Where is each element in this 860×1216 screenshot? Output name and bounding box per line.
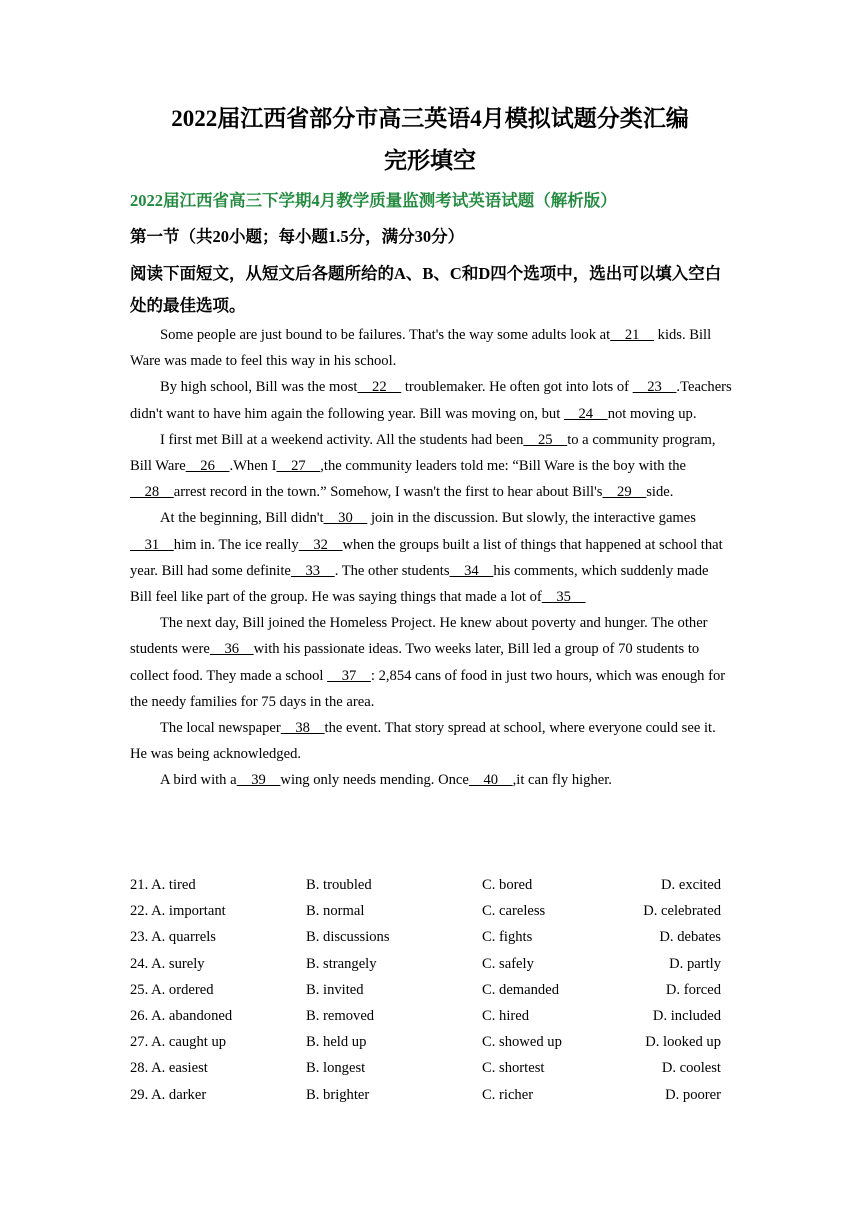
option-c: C. showed up (482, 1034, 562, 1051)
passage-paragraph-2 (130, 374, 732, 426)
passage-text: The next day, Bill joined the Homeless Project. He knew about poverty and hunger. The other students were (130, 615, 708, 658)
answer-options (130, 872, 735, 1108)
option-b: B. removed (306, 1007, 375, 1024)
cloze-passage (130, 322, 732, 794)
blank-38: 38 (280, 720, 325, 737)
passage-text: The local newspaper (160, 720, 281, 737)
option-a: 21. A. tired (130, 877, 196, 893)
option-c: C. bored (482, 877, 533, 893)
blank-30: 30 (323, 510, 368, 527)
option-c: C. demanded (482, 981, 560, 998)
option-d: D. poorer (665, 1086, 721, 1103)
option-b: B. invited (306, 981, 364, 998)
blank-22: 22 (357, 379, 402, 396)
option-c: C. shortest (482, 1060, 545, 1077)
option-row-26 (130, 1003, 735, 1029)
option-d: D. partly (669, 955, 721, 972)
option-row-28 (130, 1055, 735, 1081)
option-a: 25. A. ordered (130, 981, 214, 998)
option-c: C. richer (482, 1086, 534, 1103)
blank-33: 33 (290, 562, 335, 579)
option-b: B. troubled (306, 877, 372, 893)
option-c: C. safely (482, 955, 534, 972)
passage-paragraph-6 (130, 715, 732, 767)
passage-text: with his passionate ideas. Two weeks later, Bill led a group of 70 students to collect food. They made a school (130, 641, 700, 684)
passage-text: not moving up. (607, 405, 697, 422)
option-a: 29. A. darker (130, 1086, 207, 1103)
option-d: D. included (652, 1007, 721, 1024)
option-d: D. celebrated (643, 903, 721, 920)
blank-27: 27 (276, 458, 321, 475)
option-row-22 (130, 898, 735, 924)
passage-text: By high school, Bill was the most (160, 379, 358, 396)
passage-text: the event. That story spread at school, where everyone could see it. He was being acknowledged. (130, 720, 716, 763)
section-heading: 第一节（共20小题；每小题1.5分，满分30分） (130, 227, 465, 246)
option-a: 27. A. caught up (130, 1034, 227, 1051)
passage-text: when the groups built a list of things that happened at school that year. Bill had some definite (130, 536, 723, 579)
instructions: 阅读下面短文，从短文后各题所给的A、B、C和D四个选项中，选出可以填入空白处的最佳选项。 (130, 264, 722, 315)
passage-text: .Teachers didn't want to have him again the following year. Bill was moving on, but (130, 379, 732, 422)
option-b: B. strangely (306, 955, 377, 972)
option-a: 26. A. abandoned (130, 1007, 233, 1024)
passage-paragraph-1 (130, 322, 732, 374)
option-d: D. looked up (645, 1034, 721, 1051)
blank-40: 40 (468, 772, 513, 789)
passage-text: Some people are just bound to be failures. That's the way some adults look at (160, 327, 611, 343)
document-subtitle: 完形填空 (384, 148, 476, 173)
option-d: D. forced (665, 981, 721, 998)
passage-paragraph-3 (130, 427, 732, 506)
passage-text: his comments, which suddenly made Bill feel like part of the group. He was saying things that made a lot of (130, 562, 709, 606)
passage-text: him in. The ice really (173, 536, 299, 553)
option-row-29 (130, 1082, 735, 1108)
passage-text: troublemaker. He often got into lots of (401, 379, 633, 396)
blank-28: 28 (130, 484, 174, 501)
option-d: D. excited (661, 877, 721, 893)
passage-text: ,it can fly higher. (512, 772, 612, 789)
option-row-25 (130, 977, 735, 1003)
option-c: C. careless (482, 903, 546, 920)
passage-text: arrest record in the town.” Somehow, I wasn't the first to hear about Bill's (173, 484, 603, 501)
blank-31: 31 (130, 536, 174, 553)
blank-37: 37 (327, 667, 371, 684)
option-b: B. normal (306, 903, 365, 920)
blank-32: 32 (298, 536, 343, 553)
option-row-24 (130, 951, 735, 977)
blank-36: 36 (209, 641, 254, 658)
passage-paragraph-7 (130, 767, 732, 793)
option-b: B. held up (306, 1034, 367, 1051)
exam-source-heading: 2022届江西省高三下学期4月教学质量监测考试英语试题（解析版） (130, 191, 617, 210)
blank-21: 21 (610, 327, 654, 343)
option-row-23 (130, 924, 735, 950)
option-a: 22. A. important (130, 903, 226, 920)
option-row-21 (130, 872, 735, 898)
passage-text: I first met Bill at a weekend activity. All the students had been (160, 431, 524, 448)
passage-text: join in the discussion. But slowly, the interactive games (367, 510, 696, 527)
passage-text: . The other students (334, 562, 450, 579)
passage-paragraph-4 (130, 505, 732, 610)
passage-text: kids. Bill Ware was made to feel this way in his school. (130, 327, 712, 370)
option-a: 24. A. surely (130, 955, 205, 972)
passage-text: ,the community leaders told me: “Bill Ware is the boy with the (320, 458, 687, 475)
passage-text: At the beginning, Bill didn't (160, 510, 324, 527)
option-d: D. debates (659, 929, 721, 946)
passage-paragraph-5 (130, 610, 732, 715)
option-a: 23. A. quarrels (130, 929, 216, 946)
blank-25: 25 (523, 431, 568, 448)
blank-29: 29 (602, 484, 647, 501)
blank-23: 23 (632, 379, 677, 396)
option-d: D. coolest (661, 1060, 721, 1077)
blank-24: 24 (563, 405, 608, 422)
option-b: B. longest (306, 1060, 366, 1077)
option-c: C. fights (482, 929, 533, 946)
passage-text: side. (646, 484, 674, 501)
option-b: B. brighter (306, 1086, 370, 1103)
passage-text: A bird with a (160, 772, 237, 789)
blank-35: 35 (541, 589, 586, 606)
option-b: B. discussions (306, 929, 390, 946)
blank-26: 26 (185, 458, 230, 475)
option-c: C. hired (482, 1007, 530, 1024)
passage-text: .When I (229, 458, 277, 475)
option-row-27 (130, 1029, 735, 1055)
document-title: 2022届江西省部分市高三英语4月模拟试题分类汇编 (171, 106, 689, 131)
blank-34: 34 (449, 562, 494, 579)
passage-text: to a community program, Bill Ware (130, 431, 716, 475)
option-a: 28. A. easiest (130, 1060, 208, 1077)
passage-text: wing only needs mending. Once (280, 772, 469, 789)
blank-39: 39 (236, 772, 281, 789)
passage-text: : 2,854 cans of food in just two hours, which was enough for the needy families for 75 days in the area. (130, 667, 726, 710)
